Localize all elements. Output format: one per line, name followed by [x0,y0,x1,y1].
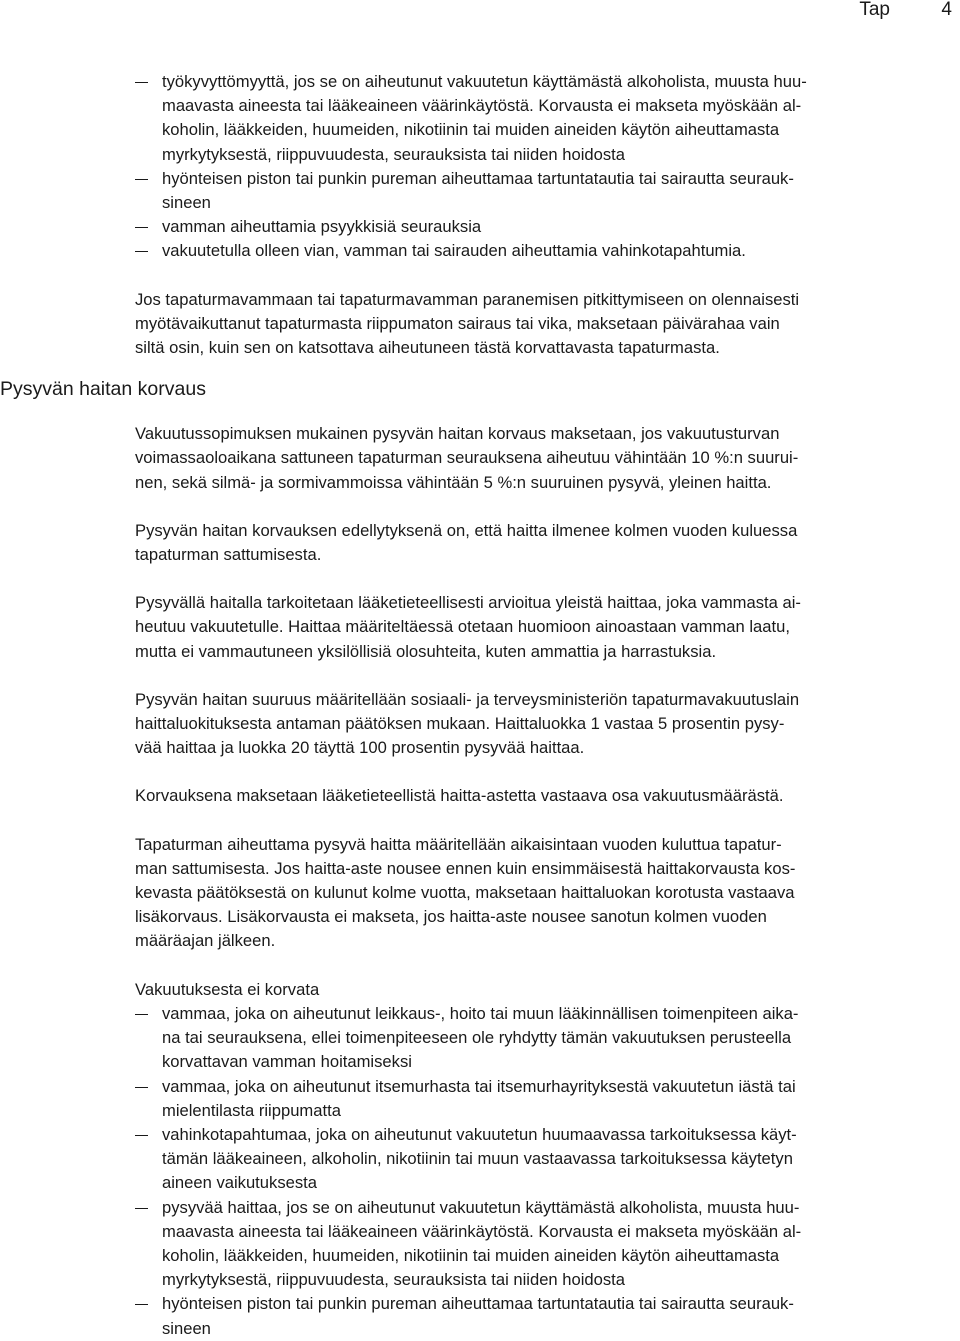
paragraph-intro: Jos tapaturmavammaan tai tapaturmavamman paranemisen pitkittymiseen on olennaisesti myötävaikuttanut tapaturmasta riippumaton sairaus tai vika, maksetaan päivärahaa vain siltä osin, kuin sen on katsottava aiheutuneen tästä korvattavasta tapaturmasta. [135,289,800,358]
paragraph: Pysyvän haitan suuruus määritellään sosiaali- ja terveysministeriön tapaturmavakuutuslain haittaluokituksesta antaman päätöksen mukaan. Haittaluokka 1 vastaa 5 prosentin pysy- vää haittaa ja luokka 20 täyttä 100 prosentin pysyvää haittaa. [135,689,800,758]
page-header [0,0,960,28]
list-item: vamman aiheuttamia psyykkisiä seurauksia [0,215,960,239]
top-bullet-list [0,70,960,264]
list-item: vammaa, joka on aiheutunut itsemurhasta tai itsemurhayrityksestä vakuutetun iästä tai mielentilasta riippumatta [0,1075,960,1123]
paragraph: Pysyvällä haitalla tarkoitetaan lääketieteellisesti arvioitua yleistä haittaa, joka vammasta ai- heutuu vakuutetulle. Haittaa määriteltäessä otetaan huomioon ainoastaan vamman laatu, mutta ei vammautuneen yksilöllisiä olosuhteita, kuten ammattia ja harrastuksia. [135,593,801,661]
list-item: vammaa, joka on aiheutunut leikkaus-, hoito tai muun lääkinnällisen toimenpiteen aika- na tai seurauksena, ellei toimenpiteeseen ole ryhdytty tämän vakuutuksen perusteella korvattavan vamman hoitamiseksi [0,1002,960,1075]
page-number: 4 [941,0,952,20]
list-item: työkyvyttömyyttä, jos se on aiheutunut vakuutetun käyttämästä alkoholista, muusta huu- maavasta aineesta tai lääkeaineen väärinkäytöstä. Korvausta ei makseta myöskään al- koholin, lääkkeiden, huumeiden, nikotiinin tai muiden aineiden käytön aiheuttamasta myrkytyksestä, riippuvuudesta, seurauksista tai niiden hoidosta [0,70,960,167]
paragraph: Pysyvän haitan korvauksen edellytyksenä on, että haitta ilmenee kolmen vuoden kuluessa tapaturman sattumisesta. [135,520,798,565]
list-item: pysyvää haittaa, jos se on aiheutunut vakuutetun käyttämästä alkoholista, muusta huu- maavasta aineesta tai lääkeaineen väärinkäytöstä. Korvausta ei makseta myöskään al- koholin, lääkkeiden, huumeiden, nikotiinin tai muiden aineiden käytön aiheuttamasta myrkytyksestä, riippuvuudesta, seurauksista tai niiden hoidosta [0,1196,960,1293]
section-heading: Pysyvän haitan korvaus [0,378,206,401]
paragraph: Tapaturman aiheuttama pysyvä haitta määritellään aikaisintaan vuoden kuluttua tapatur- man sattumisesta. Jos haitta-aste nousee ennen kuin ensimmäisestä haittakorvausta kos- kevasta päätöksestä on kulunut kolme vuotta, maksetaan haittaluokan korotusta vastaava lisäkorvaus. Lisäkorvausta ei makseta, jos haitta-aste nousee sanotun kolmen vuoden määräajan jälkeen. [135,834,796,951]
paragraph: Korvauksena maksetaan lääketieteellistä haitta-astetta vastaava osa vakuutusmäärästä. [135,786,784,806]
list-item: vakuutetulla olleen vian, vamman tai sairauden aiheuttamia vahinkotapahtumia. [0,239,960,263]
list-item: hyönteisen piston tai punkin pureman aiheuttamaa tartuntatautia tai sairautta seurauk- sineen [0,1292,960,1340]
exclusions-lead: Vakuutuksesta ei korvata [135,979,320,999]
paragraph: Vakuutussopimuksen mukainen pysyvän haitan korvaus maksetaan, jos vakuutusturvan voimassaoloaikana sattuneen tapaturman seurauksena aiheutuu vähintään 10 %:n suurui- nen, sekä silmä- ja sormivammoissa vähintään 5 %:n suuruinen pysyvä, yleinen haitta. [135,424,799,492]
list-item: vahinkotapahtumaa, joka on aiheutunut vakuutetun huumaavassa tarkoituksessa käyt- tämän lääkeaineen, alkoholin, nikotiinin tai muun vastaavassa tarkoituksessa käytetyn aineen vaikutuksesta [0,1123,960,1196]
document-body [0,70,960,1341]
exclusions-list [0,1002,960,1341]
list-item: hyönteisen piston tai punkin pureman aiheuttamaa tartuntatautia tai sairautta seurauk- sineen [0,167,960,215]
header-title: Tap [859,0,890,20]
